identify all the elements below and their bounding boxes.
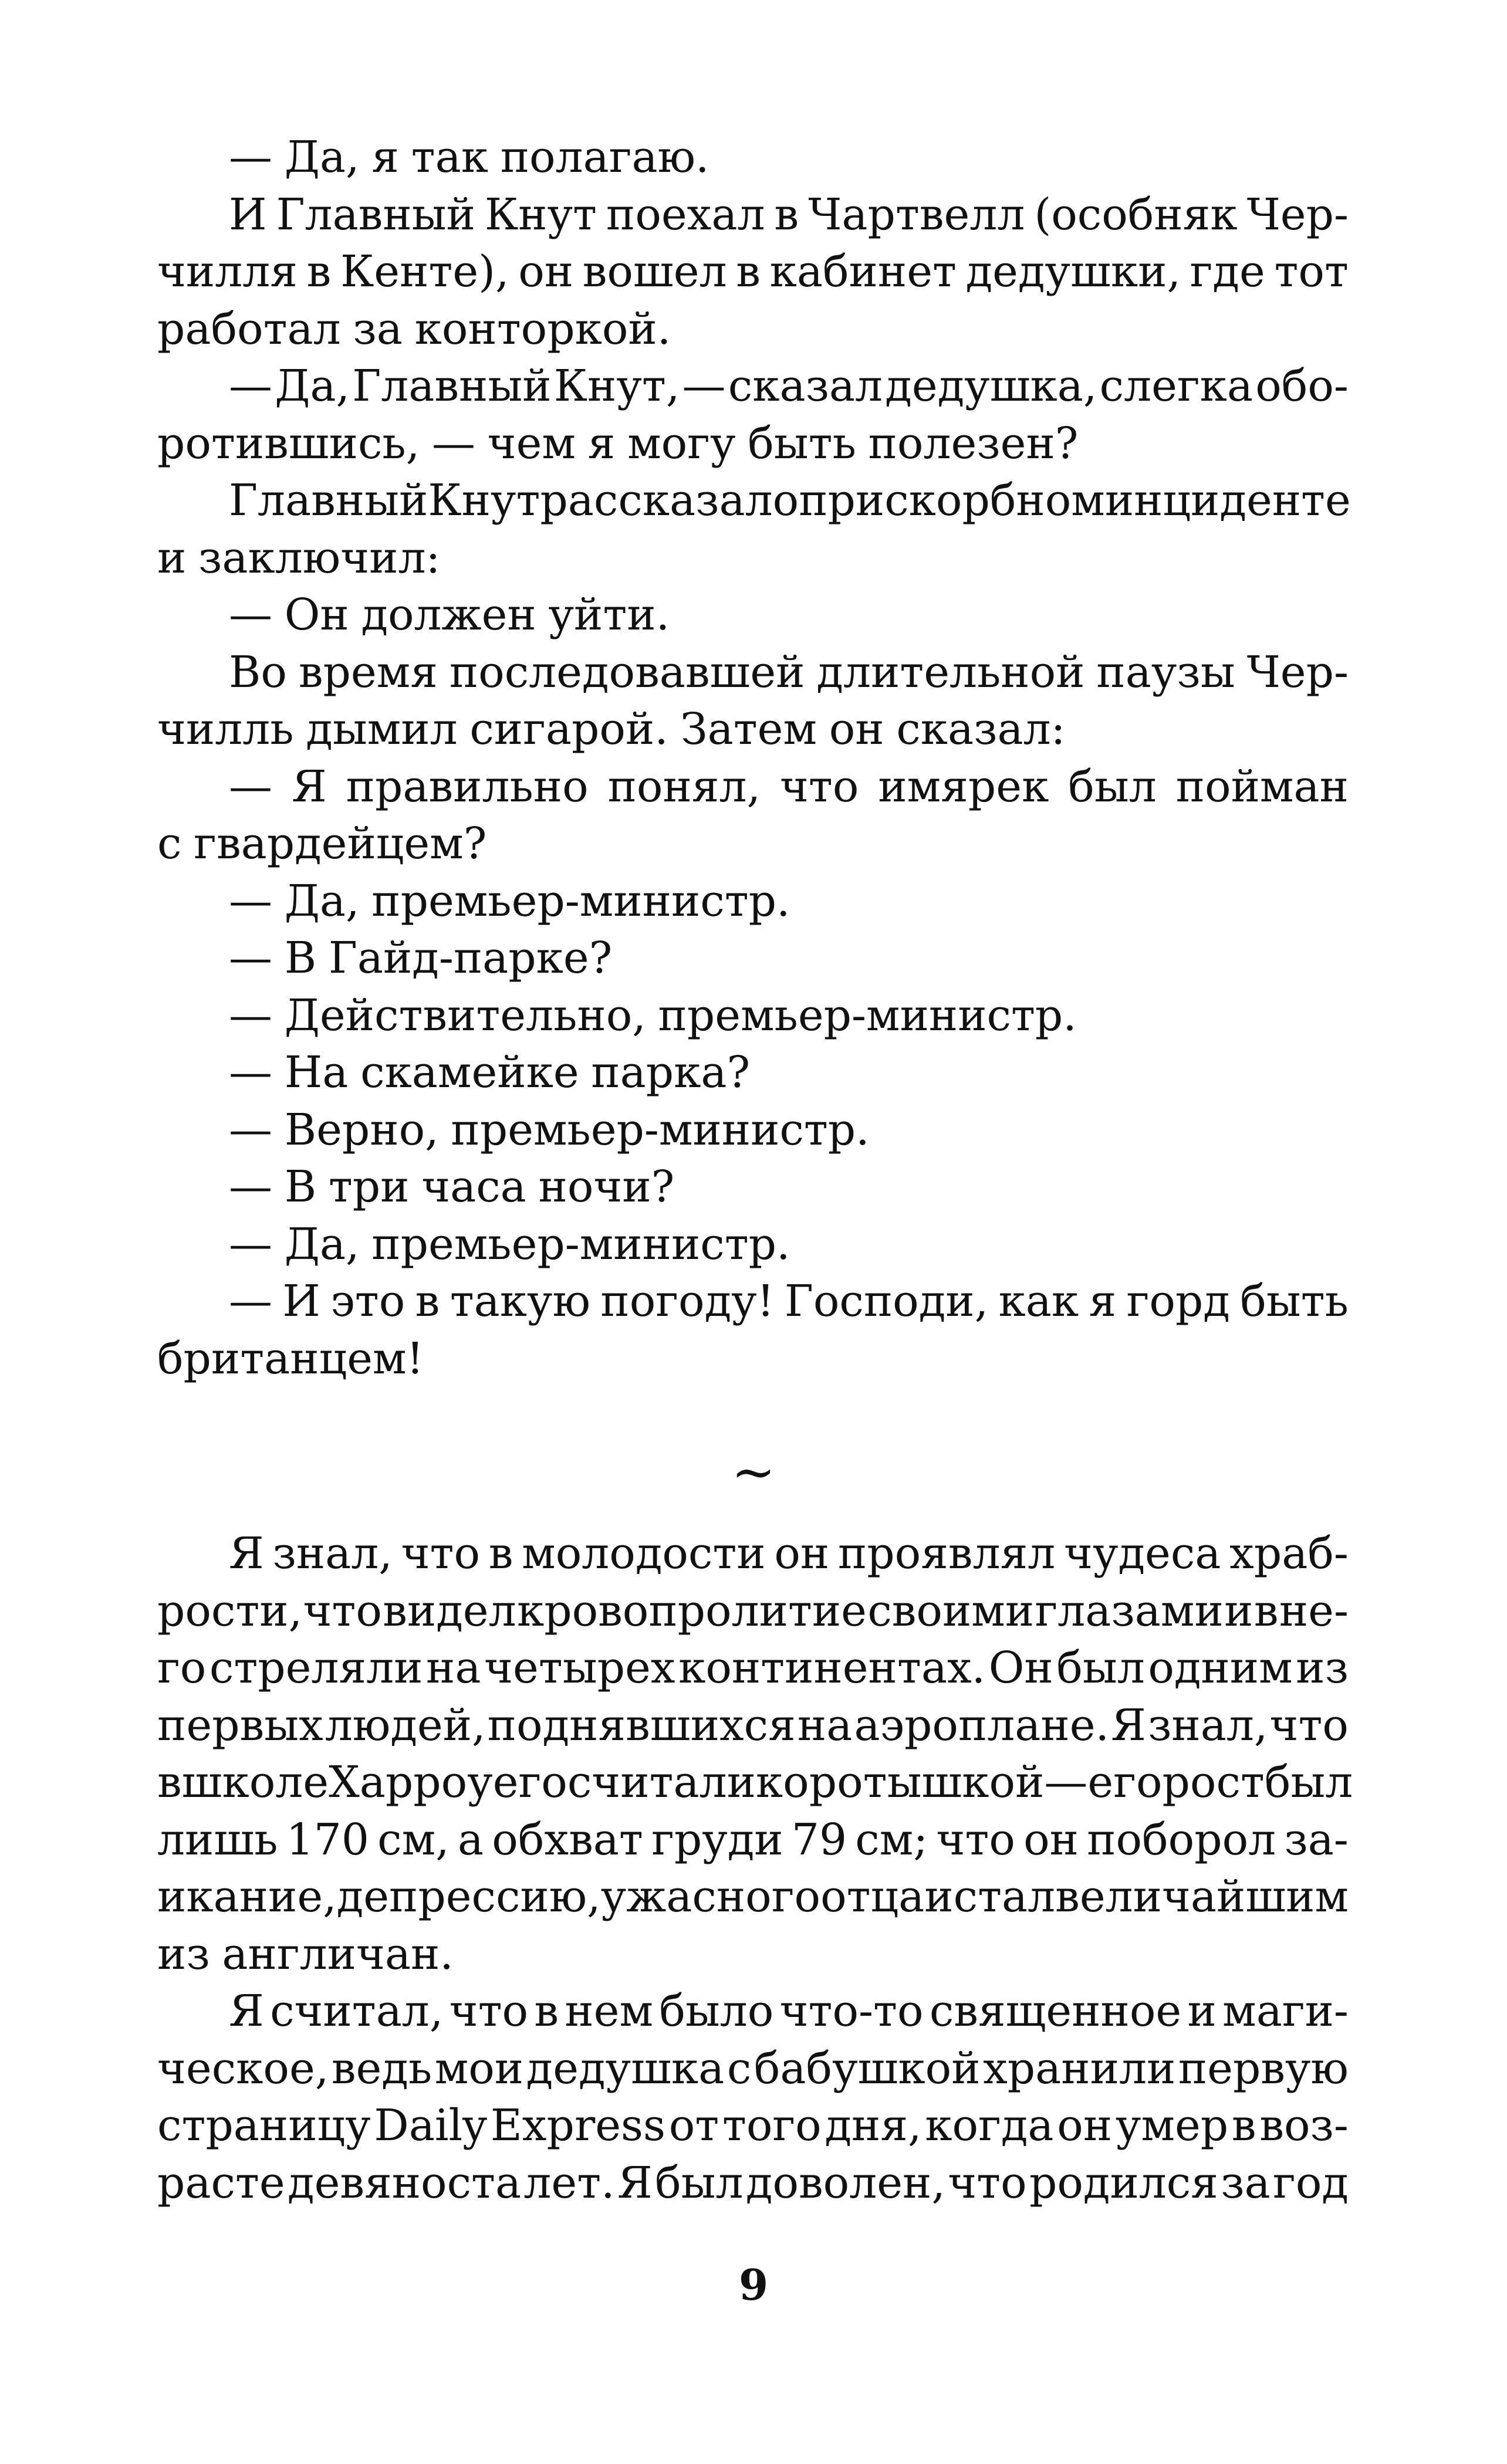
text-line: чилль дымил сигарой. Затем он сказал: [157, 704, 1066, 754]
paragraph [157, 129, 1349, 187]
paragraph [157, 187, 1349, 358]
text-line: ческое, ведь мои дедушка с бабушкой хранили первую [157, 2043, 1349, 2094]
text-line: лишь 170 см, а обхват груди 79 см; что он поборол за- [157, 1814, 1349, 1865]
paragraph [157, 873, 1349, 930]
text-bottom [157, 1525, 1353, 2212]
text-line: Я знал, что в молодости он проявлял чудеса храб- [229, 1528, 1349, 1579]
text-line: первых людей, поднявшихся на аэроплане. Я знал, что [157, 1700, 1349, 1751]
text-line: — Да, Главный Кнут, — сказал дедушка, слегка обо- [229, 361, 1349, 411]
text-line: чилля в Кенте), он вошел в кабинет дедушки, где тот [157, 246, 1349, 297]
paragraph [157, 1044, 1349, 1102]
paragraph [157, 1102, 1349, 1159]
text-line: го стреляли на четырех континентах. Он был одним из [157, 1643, 1349, 1693]
paragraph [157, 987, 1349, 1045]
text-line: — И это в такую погоду! Господи, как я горд быть [229, 1276, 1349, 1326]
text-line: в школе Харроу его считали коротышкой — его рост был [157, 1757, 1353, 1808]
text-line: — В три часа ночи? [229, 1162, 675, 1212]
text-line: И Главный Кнут поехал в Чартвелл (особняк Чер- [229, 189, 1349, 240]
text-line: Главный Кнут рассказал о прискорбном инциденте [229, 475, 1351, 526]
text-line: Я считал, что в нем было что-то священное и маги- [229, 1986, 1349, 2036]
text-line: работал за конторкой. [157, 303, 671, 354]
paragraph [157, 1983, 1349, 2212]
text-line: расте девяноста лет. Я был доволен, что родился за год [157, 2157, 1349, 2208]
text-line: ротившись, — чем я могу быть полезен? [157, 418, 1079, 469]
paragraph [157, 1525, 1353, 1983]
text-line: Во время последовавшей длительной паузы Чер- [229, 647, 1349, 698]
page-number: 9 [738, 2260, 769, 2310]
text-line: — Да, премьер-министр. [229, 875, 790, 926]
paragraph [157, 1273, 1349, 1387]
paragraph [157, 930, 1349, 987]
text-line: с гвардейцем? [157, 818, 487, 869]
text-line: — Да, я так полагаю. [229, 132, 709, 182]
text-line: икание, депрессию, ужасного отца и стал величайшим [157, 1871, 1349, 1922]
text-line: — В Гайд-парке? [229, 933, 613, 983]
text-line: из англичан. [157, 1928, 454, 1979]
paragraph [157, 587, 1349, 644]
text-line: — Действительно, премьер-министр. [229, 990, 1077, 1041]
paragraph [157, 1159, 1349, 1216]
text-line: — Да, премьер-министр. [229, 1219, 790, 1270]
paragraph [157, 1216, 1349, 1274]
text-line: и заключил: [157, 532, 441, 583]
text-top [157, 129, 1349, 1387]
text-line: — Он должен уйти. [229, 590, 670, 640]
paragraph [157, 358, 1349, 472]
text-line: британцем! [157, 1333, 424, 1384]
paragraph [157, 759, 1349, 873]
text-line: — Я правильно понял, что имярек был пойман [229, 761, 1349, 812]
text-line: рости, что видел кровопролитие своими глазами и в не- [157, 1585, 1349, 1636]
text-line: страницу Daily Express от того дня, когда он умер в воз- [157, 2100, 1349, 2151]
paragraph [157, 472, 1349, 587]
text-line: — Верно, премьер-министр. [229, 1104, 870, 1155]
paragraph [157, 644, 1349, 759]
section-separator: ~ [731, 1441, 776, 1503]
text-line: — На скамейке парка? [229, 1047, 751, 1098]
